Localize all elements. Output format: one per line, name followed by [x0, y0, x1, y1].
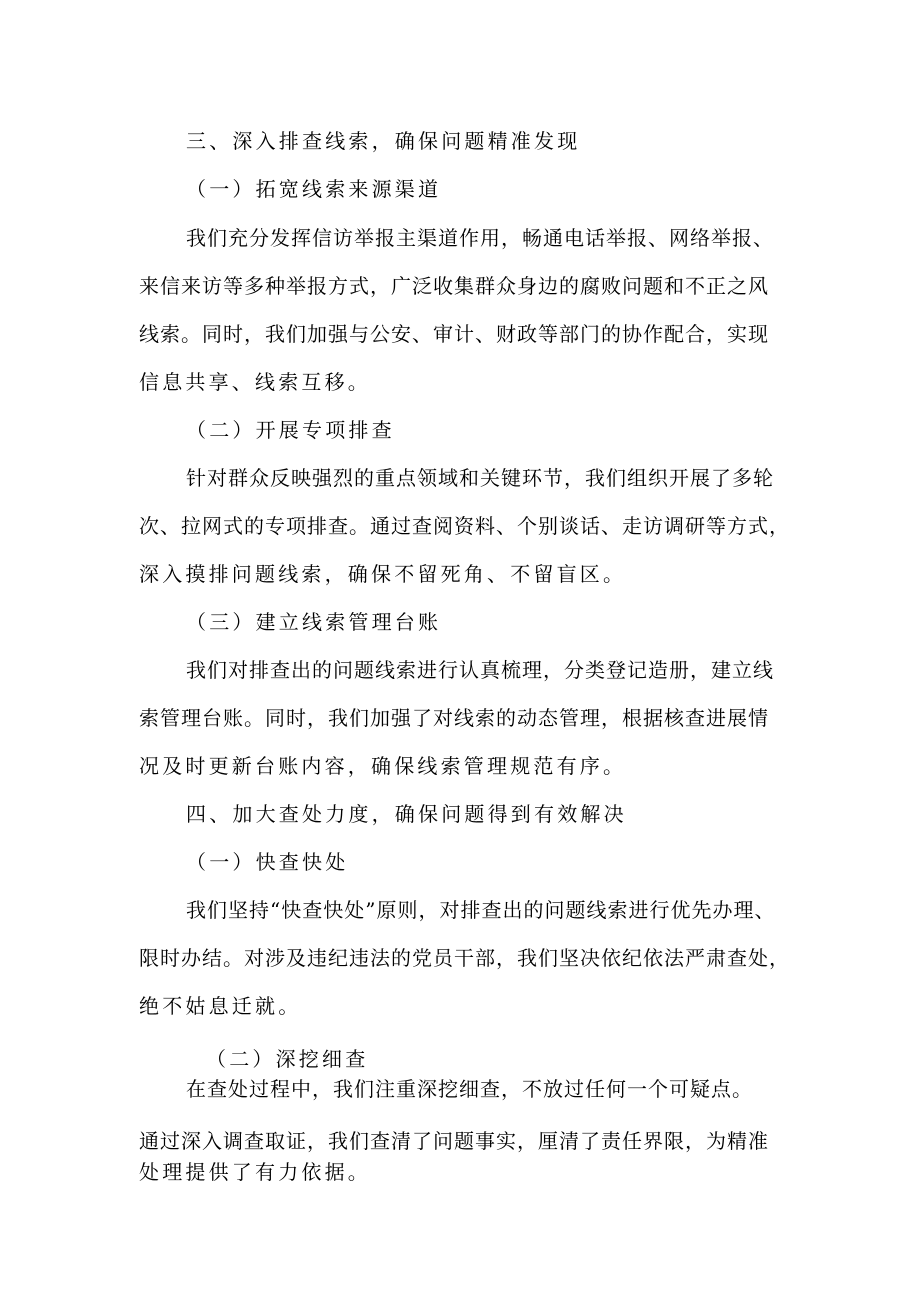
- paragraph-line: 限时办结。对涉及违纪违法的党员干部，我们坚决依纪依法严肃查处，: [139, 946, 790, 970]
- subsection-heading: （一）拓宽线索来源渠道: [186, 177, 442, 201]
- paragraph-line: 处理提供了有力依据。: [139, 1160, 371, 1184]
- subsection-heading: （一）快查快处: [186, 850, 349, 874]
- paragraph-line: 线索。同时，我们加强与公安、审计、财政等部门的协作配合，实现: [139, 322, 769, 346]
- paragraph-line: 我们坚持“快查快处”原则，对排查出的问题线索进行优先办理、: [186, 898, 776, 922]
- paragraph-line: 次、拉网式的专项排查。通过查阅资料、个别谈话、走访调研等方式，: [139, 514, 790, 538]
- paragraph-line: 在查处过程中，我们注重深挖细查，不放过任何一个可疑点。: [186, 1077, 753, 1101]
- paragraph-line: 信息共享、线索互移。: [139, 370, 371, 394]
- subsection-heading: （二）开展专项排查: [186, 418, 395, 442]
- paragraph-line: 我们对排查出的问题线索进行认真梳理，分类登记造册，建立线: [186, 658, 774, 682]
- paragraph-line: 针对群众反映强烈的重点领域和关键环节，我们组织开展了多轮: [186, 466, 774, 490]
- subsection-heading: （三）建立线索管理台账: [186, 610, 442, 634]
- section-heading: 三、深入排查线索，确保问题精准发现: [186, 129, 581, 153]
- section-heading: 四、加大查处力度，确保问题得到有效解决: [186, 802, 627, 826]
- paragraph-line: 通过深入调查取证，我们查清了问题事实，厘清了责任界限，为精准: [139, 1129, 769, 1153]
- paragraph-line: 况及时更新台账内容，确保线索管理规范有序。: [139, 754, 627, 778]
- subsection-heading: （二）深挖细查: [206, 1047, 369, 1071]
- paragraph-line: 来信来访等多种举报方式，广泛收集群众身边的腐败问题和不正之风: [139, 274, 769, 298]
- paragraph-line: 索管理台账。同时，我们加强了对线索的动态管理，根据核查进展情: [139, 706, 769, 730]
- paragraph-line: 我们充分发挥信访举报主渠道作用，畅通电话举报、网络举报、: [186, 226, 774, 250]
- paragraph-line: 绝不姑息迁就。: [139, 994, 302, 1018]
- paragraph-line: 深入摸排问题线索，确保不留死角、不留盲区。: [139, 562, 627, 586]
